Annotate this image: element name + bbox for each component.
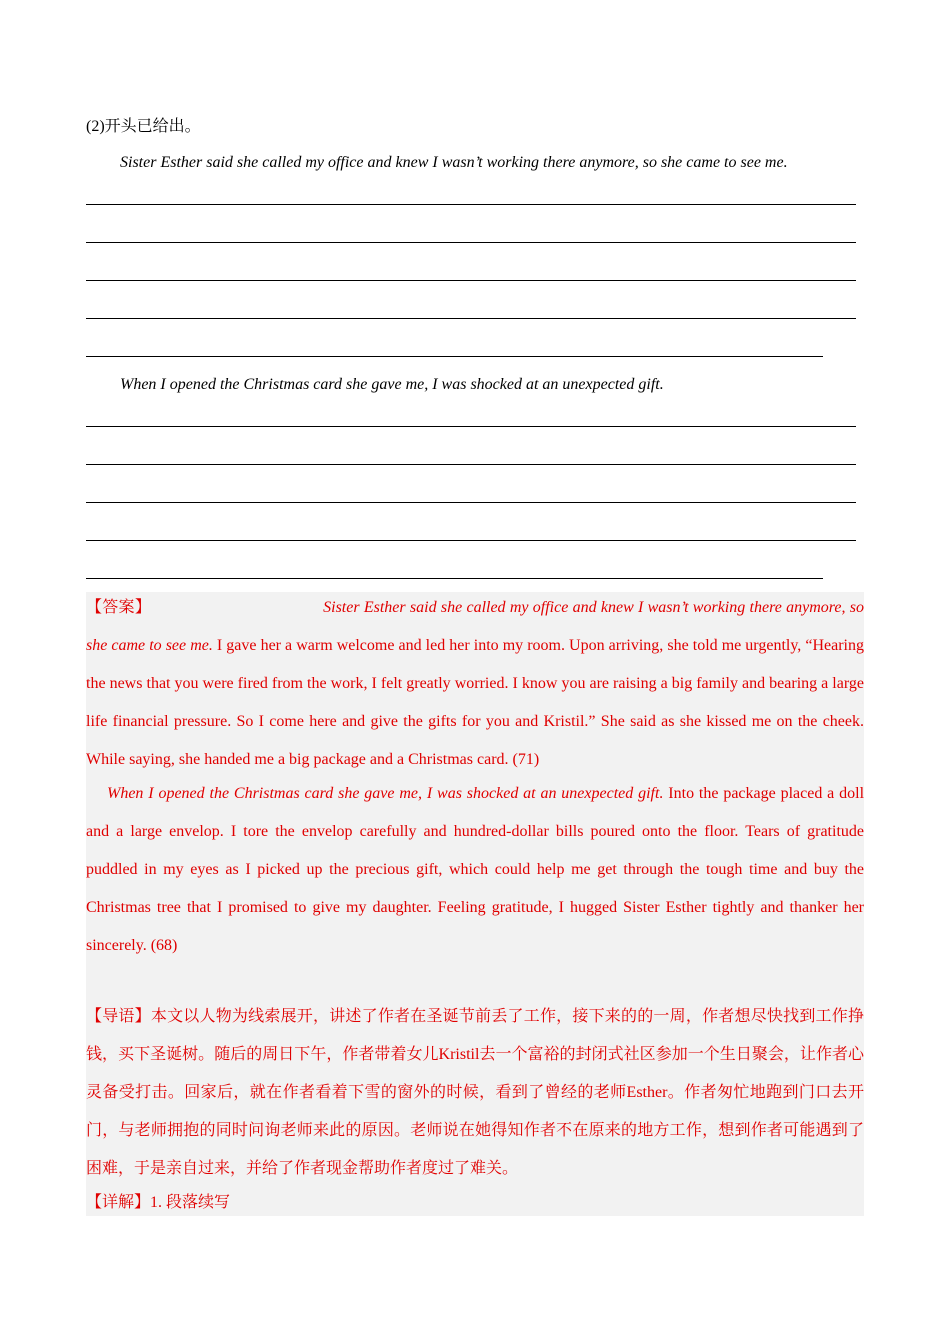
answer-paragraph-1	[86, 589, 864, 779]
writing-line[interactable]	[86, 502, 856, 503]
guide-text: 本文以人物为线索展开，讲述了作者在圣诞节前丢了工作，接下来的的一周，作者想尽快找到工作挣钱，买下圣诞树。随后的周日下午，作者带着女儿Kristil去一个富裕的封闭式社区参加一个生日聚会，让作者心灵备受打击。回家后，就在作者看着下雪的窗外的时候，看到了曾经的老师Esther。作者匆忙地跑到门口去开门，与老师拥抱的同时问询老师来此的原因。老师说在她得知作者不在原来的地方工作，想到作者可能遇到了困难，于是亲自过来，并给了作者现金帮助作者度过了难关。	[86, 1008, 864, 1177]
answer-body-2: Into the package placed a doll and a large envelop. I tore the envelop carefully and hundred-dollar bills poured onto the floor. Tears of gratitude puddled in my eyes as I picked up the precious gift, which could help me get through the tough time and buy the Christmas tree that I promised to give my daughter. Feeling gratitude, I hugged Sister Esther tightly and thanker her sincerely. (68)	[86, 785, 865, 954]
detail-paragraph	[86, 1185, 864, 1221]
writing-line[interactable]	[86, 356, 823, 357]
detail-text: 1. 段落续写	[150, 1194, 231, 1211]
writing-line[interactable]	[86, 464, 856, 465]
given-opening-sentence-2: When I opened the Christmas card she gave me, I was shocked at an unexpected gift.	[120, 376, 664, 393]
guide-paragraph	[86, 998, 864, 1188]
detail-tag: 【详解】	[86, 1194, 151, 1211]
writing-line[interactable]	[86, 578, 823, 579]
given-opening-sentence-1: Sister Esther said she called my office and knew I wasn’t working there anymore, so she came to see me.	[120, 154, 788, 171]
writing-line[interactable]	[86, 318, 856, 319]
answer-opening-2: When I opened the Christmas card she gave me, I was shocked at an unexpected gift.	[107, 785, 664, 802]
answer-section	[86, 592, 864, 1216]
guide-tag: 【导语】	[86, 1008, 151, 1025]
answer-paragraph-2	[86, 775, 864, 965]
answer-tag: 【答案】	[86, 599, 152, 616]
writing-line[interactable]	[86, 204, 856, 205]
writing-line[interactable]	[86, 280, 856, 281]
question-heading: (2)开头已给出。	[86, 118, 201, 135]
writing-line[interactable]	[86, 426, 856, 427]
writing-line[interactable]	[86, 540, 856, 541]
writing-line[interactable]	[86, 242, 856, 243]
answer-body-1: I gave her a warm welcome and led her into my room. Upon arriving, she told me urgently, “Hearing the news that you were fired from the work, I felt greatly worried. I know you are raising a big family and bearing a large life financial pressure. So I come here and give the gifts for you and Kristil.” She said as she kissed me on the cheek. While saying, she handed me a big package and a Christmas card. (71)	[86, 637, 864, 768]
answer-opening-1: Sister Esther said she called my office and knew I wasn’t working there anymore, so she came to see me.	[86, 599, 864, 654]
